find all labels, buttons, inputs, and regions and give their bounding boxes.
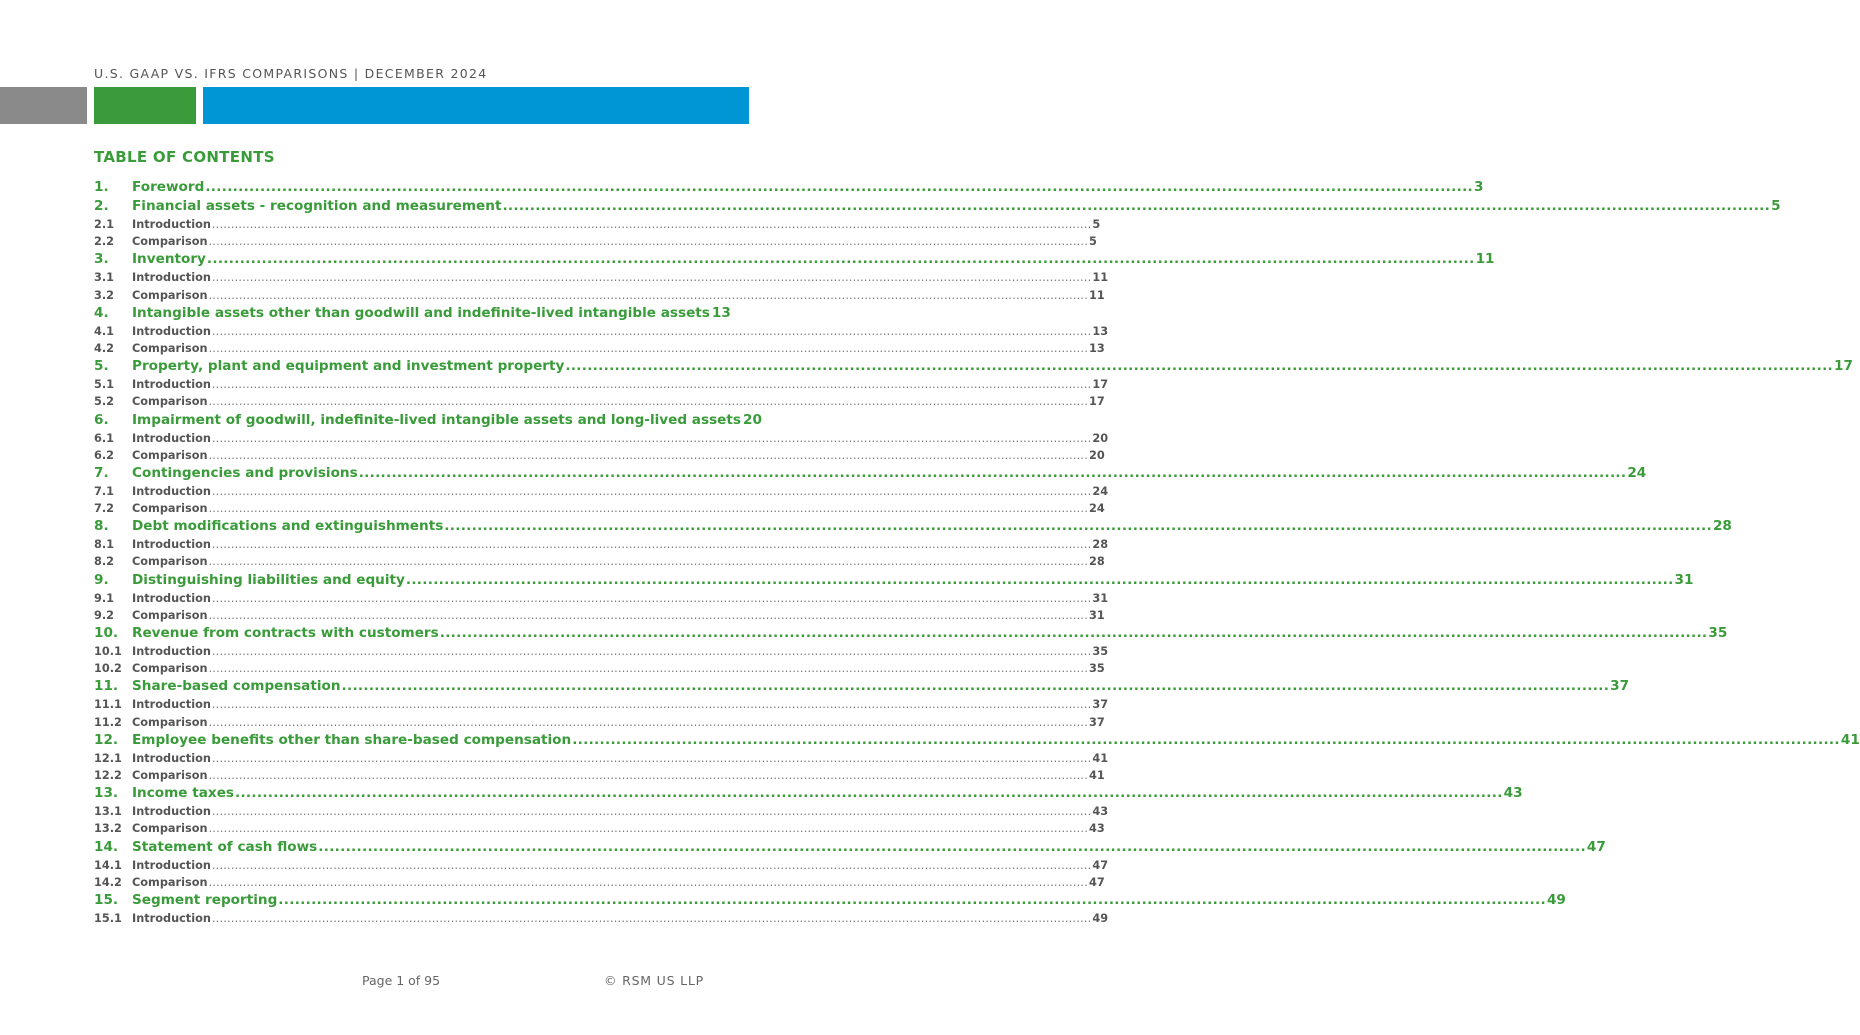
toc-entry-number: 9.: [94, 571, 109, 588]
toc-dot-leader: [209, 874, 1089, 891]
toc-dot-leader: [212, 483, 1092, 500]
toc-entry-title: Distinguishing liabilities and equity: [132, 571, 405, 588]
toc-entry-page: 24: [1089, 502, 1105, 516]
toc-dot-leader: [212, 643, 1092, 660]
toc-entry-title: Introduction: [132, 591, 211, 605]
toc-section-entry[interactable]: [94, 197, 1781, 216]
toc-section-entry[interactable]: [94, 411, 762, 430]
toc-entry-page: 13: [711, 304, 731, 321]
toc-dot-leader: [212, 323, 1092, 340]
toc-dot-leader: [207, 250, 1475, 269]
toc-subsection-entry[interactable]: [94, 803, 1109, 820]
toc-dot-leader: [209, 607, 1089, 624]
toc-dot-leader: [565, 357, 1833, 376]
toc-entry-number: 10.: [94, 625, 119, 641]
toc-dot-leader: [212, 216, 1092, 233]
toc-entry-title: Share-based compensation: [132, 678, 341, 695]
toc-entry-page: 17: [1834, 358, 1853, 375]
toc-entry-page: 37: [1092, 698, 1109, 712]
toc-entry-number: 13.1: [94, 805, 122, 819]
toc-entry-title: Comparison: [132, 341, 208, 355]
toc-dot-leader: [212, 696, 1092, 713]
toc-entry-number: 3.1: [94, 271, 115, 285]
toc-entry-page: 28: [1089, 555, 1105, 569]
toc-dot-leader: [212, 910, 1092, 927]
toc-dot-leader: [209, 553, 1089, 570]
toc-entry-page: 43: [1092, 805, 1109, 819]
toc-subsection-entry[interactable]: [94, 767, 1105, 784]
toc-entry-page: 31: [1092, 591, 1109, 605]
document-header: U.S. GAAP VS. IFRS COMPARISONS | DECEMBER 2024: [94, 66, 488, 81]
toc-dot-leader: [212, 803, 1092, 820]
toc-entry-number: 8.1: [94, 538, 115, 552]
toc-entry-title: Comparison: [132, 822, 208, 836]
toc-entry-title: Comparison: [132, 288, 208, 302]
toc-entry-number: 2.: [94, 198, 109, 214]
toc-subsection-entry[interactable]: [94, 483, 1109, 500]
toc-entry-title: Income taxes: [132, 785, 234, 802]
toc-entry-page: 20: [742, 411, 762, 428]
toc-subsection-entry[interactable]: [94, 430, 1109, 447]
toc-entry-title: Introduction: [132, 324, 211, 338]
toc-dot-leader: [440, 624, 1708, 643]
toc-entry-page: 13: [1092, 324, 1109, 338]
toc-entry-number: 10.2: [94, 662, 122, 676]
toc-entry-title: Introduction: [132, 431, 211, 445]
toc-section-entry[interactable]: [94, 517, 1732, 536]
toc-entry-page: 47: [1089, 875, 1105, 889]
toc-entry-page: 31: [1089, 608, 1105, 622]
toc-entry-page: 5: [1089, 235, 1097, 249]
toc-entry-page: 41: [1840, 731, 1860, 748]
toc-entry-title: Comparison: [132, 235, 208, 249]
toc-entry-page: 24: [1627, 464, 1647, 481]
toc-dot-leader: [572, 731, 1840, 750]
toc-entry-page: 47: [1092, 858, 1109, 872]
toc-entry-title: Segment reporting: [132, 891, 278, 908]
toc-entry-number: 12.2: [94, 768, 122, 782]
toc-entry-title: Comparison: [132, 768, 208, 782]
toc-dot-leader: [406, 571, 1674, 590]
toc-subsection-entry[interactable]: [94, 233, 1097, 250]
toc-entry-number: 5.2: [94, 395, 115, 409]
toc-entry-page: 35: [1089, 662, 1105, 676]
toc-entry-page: 49: [1092, 911, 1109, 925]
toc-entry-number: 13.: [94, 785, 119, 802]
toc-entry-title: Introduction: [132, 751, 211, 765]
toc-subsection-entry[interactable]: [94, 500, 1105, 517]
toc-section-entry[interactable]: [94, 731, 1860, 750]
toc-subsection-entry[interactable]: [94, 750, 1109, 767]
toc-entry-number: 9.1: [94, 591, 115, 605]
toc-entry-page: 17: [1089, 395, 1105, 409]
toc-dot-leader: [209, 340, 1089, 357]
toc-entry-page: 49: [1546, 891, 1566, 908]
toc-dot-leader: [212, 536, 1092, 553]
toc-entry-page: 13: [1089, 341, 1105, 355]
toc-subsection-entry[interactable]: [94, 590, 1109, 607]
toc-entry-title: Introduction: [132, 538, 211, 552]
toc-entry-page: 11: [1089, 288, 1105, 302]
toc-entry-page: 11: [1092, 271, 1109, 285]
toc-entry-number: 4.: [94, 304, 109, 321]
toc-entry-title: Comparison: [132, 715, 208, 729]
toc-entry-page: 28: [1092, 538, 1109, 552]
toc-dot-leader: [209, 660, 1089, 677]
toc-entry-number: 15.1: [94, 911, 122, 925]
toc-dot-leader: [444, 517, 1712, 536]
toc-subsection-entry[interactable]: [94, 216, 1101, 233]
toc-entry-page: 37: [1089, 715, 1105, 729]
toc-section-entry[interactable]: [94, 464, 1647, 483]
toc-subsection-entry[interactable]: [94, 323, 1109, 340]
toc-subsection-entry[interactable]: [94, 376, 1109, 393]
toc-entry-page: 5: [1092, 218, 1101, 231]
toc-subsection-entry[interactable]: [94, 874, 1105, 891]
toc-dot-leader: [212, 376, 1092, 393]
header-band-gray: [0, 87, 87, 124]
copyright: © RSM US LLP: [604, 973, 704, 988]
toc-dot-leader: [205, 178, 1473, 197]
toc-subsection-entry[interactable]: [94, 536, 1109, 553]
toc-entry-title: Property, plant and equipment and investment property: [132, 358, 565, 375]
toc-entry-page: 5: [1771, 198, 1781, 214]
toc-entry-page: 41: [1089, 768, 1105, 782]
toc-dot-leader: [502, 197, 1770, 216]
toc-entry-title: Introduction: [132, 218, 211, 231]
toc-entry-number: 14.: [94, 838, 119, 855]
toc-entry-title: Introduction: [132, 484, 211, 498]
toc-subsection-entry[interactable]: [94, 393, 1105, 410]
toc-dot-leader: [359, 464, 1627, 483]
toc-entry-number: 6.2: [94, 448, 115, 462]
toc-entry-number: 11.2: [94, 715, 122, 729]
toc-entry-number: 13.2: [94, 822, 122, 836]
toc-entry-title: Comparison: [132, 875, 208, 889]
toc-entry-page: 28: [1712, 518, 1732, 535]
toc-entry-title: Introduction: [132, 645, 211, 658]
toc-entry-number: 2.1: [94, 218, 115, 231]
toc-section-entry[interactable]: [94, 250, 1495, 269]
toc-entry-page: 20: [1089, 448, 1105, 462]
header-band-green: [94, 87, 196, 124]
toc-entry-title: Introduction: [132, 858, 211, 872]
toc-entry-number: 8.2: [94, 555, 115, 569]
toc-entry-title: Impairment of goodwill, indefinite-lived intangible assets and long-lived assets: [132, 411, 741, 428]
toc-entry-title: Inventory: [132, 251, 206, 268]
toc-entry-number: 6.1: [94, 431, 115, 445]
toc-entry-number: 6.: [94, 411, 109, 428]
toc-dot-leader: [212, 590, 1092, 607]
toc-dot-leader: [209, 393, 1089, 410]
toc-dot-leader: [318, 838, 1586, 857]
toc-entry-number: 14.1: [94, 858, 122, 872]
toc-subsection-entry[interactable]: [94, 607, 1105, 624]
toc-dot-leader: [278, 891, 1546, 910]
toc-heading: TABLE OF CONTENTS: [94, 148, 275, 166]
toc-subsection-entry[interactable]: [94, 820, 1105, 837]
toc-entry-title: Revenue from contracts with customers: [132, 625, 439, 641]
toc-dot-leader: [212, 430, 1092, 447]
toc-entry-number: 12.: [94, 731, 119, 748]
toc-dot-leader: [209, 767, 1089, 784]
toc-entry-title: Introduction: [132, 378, 211, 392]
toc-dot-leader: [212, 857, 1092, 874]
toc-entry-number: 4.2: [94, 341, 115, 355]
toc-entry-page: 41: [1092, 751, 1109, 765]
toc-entry-number: 3.: [94, 251, 109, 268]
toc-entry-page: 43: [1503, 785, 1523, 802]
toc-dot-leader: [235, 784, 1503, 803]
toc-entry-number: 5.: [94, 358, 109, 375]
header-band-blue: [203, 87, 749, 124]
toc-entry-page: 31: [1674, 571, 1694, 588]
toc-entry-number: 1.: [94, 179, 109, 195]
toc-entry-number: 14.2: [94, 875, 122, 889]
toc-section-entry[interactable]: [94, 571, 1694, 590]
toc-section-entry[interactable]: [94, 178, 1484, 197]
toc-subsection-entry[interactable]: [94, 643, 1109, 660]
toc-subsection-entry[interactable]: [94, 553, 1105, 570]
toc-subsection-entry[interactable]: [94, 340, 1105, 357]
table-of-contents: [94, 178, 1860, 927]
toc-entry-number: 5.1: [94, 378, 115, 392]
toc-entry-title: Contingencies and provisions: [132, 464, 358, 481]
toc-entry-page: 17: [1092, 378, 1109, 392]
toc-entry-title: Introduction: [132, 911, 211, 925]
toc-subsection-entry[interactable]: [94, 660, 1105, 677]
toc-dot-leader: [209, 714, 1089, 731]
toc-entry-title: Comparison: [132, 662, 208, 676]
toc-entry-page: 20: [1092, 431, 1109, 445]
toc-dot-leader: [342, 677, 1610, 696]
toc-section-entry[interactable]: [94, 838, 1606, 857]
toc-entry-title: Introduction: [132, 805, 211, 819]
toc-entry-title: Debt modifications and extinguishments: [132, 518, 444, 535]
toc-dot-leader: [209, 500, 1089, 517]
toc-entry-page: 37: [1610, 678, 1630, 695]
toc-entry-title: Introduction: [132, 698, 211, 712]
toc-entry-page: 3: [1474, 179, 1484, 195]
toc-subsection-entry[interactable]: [94, 447, 1105, 464]
toc-entry-number: 15.: [94, 891, 119, 908]
toc-section-entry[interactable]: [94, 891, 1566, 910]
toc-dot-leader: [209, 287, 1089, 304]
toc-section-entry[interactable]: [94, 624, 1728, 643]
toc-subsection-entry[interactable]: [94, 269, 1109, 286]
toc-entry-title: Introduction: [132, 271, 211, 285]
toc-entry-page: 24: [1092, 484, 1109, 498]
toc-entry-page: 11: [1475, 251, 1495, 268]
toc-entry-title: Statement of cash flows: [132, 838, 318, 855]
toc-entry-number: 11.1: [94, 698, 122, 712]
toc-subsection-entry[interactable]: [94, 287, 1105, 304]
toc-entry-number: 7.: [94, 464, 109, 481]
toc-entry-page: 47: [1586, 838, 1606, 855]
toc-entry-page: 43: [1089, 822, 1105, 836]
toc-entry-number: 7.2: [94, 502, 115, 516]
toc-entry-number: 9.2: [94, 608, 115, 622]
page-number: Page 1 of 95: [362, 973, 441, 988]
toc-subsection-entry[interactable]: [94, 696, 1109, 713]
toc-entry-page: 35: [1092, 645, 1109, 658]
toc-dot-leader: [209, 447, 1089, 464]
toc-entry-title: Employee benefits other than share-based compensation: [132, 731, 572, 748]
toc-dot-leader: [209, 820, 1089, 837]
toc-entry-number: 10.1: [94, 645, 122, 658]
toc-entry-page: 35: [1708, 625, 1728, 641]
toc-section-entry[interactable]: [94, 677, 1630, 696]
toc-subsection-entry[interactable]: [94, 910, 1109, 927]
toc-entry-number: 3.2: [94, 288, 115, 302]
toc-entry-title: Comparison: [132, 502, 208, 516]
toc-entry-title: Comparison: [132, 395, 208, 409]
toc-entry-number: 2.2: [94, 235, 115, 249]
toc-entry-title: Comparison: [132, 555, 208, 569]
toc-entry-number: 8.: [94, 518, 109, 535]
toc-subsection-entry[interactable]: [94, 714, 1105, 731]
toc-entry-title: Foreword: [132, 179, 205, 195]
toc-entry-number: 12.1: [94, 751, 122, 765]
toc-entry-title: Comparison: [132, 448, 208, 462]
toc-entry-title: Intangible assets other than goodwill and indefinite-lived intangible assets: [132, 304, 710, 321]
toc-dot-leader: [209, 233, 1089, 250]
toc-entry-number: 7.1: [94, 484, 115, 498]
toc-entry-title: Comparison: [132, 608, 208, 622]
toc-entry-number: 11.: [94, 678, 119, 695]
toc-dot-leader: [212, 269, 1092, 286]
toc-entry-number: 4.1: [94, 324, 115, 338]
toc-entry-title: Financial assets - recognition and measurement: [132, 198, 502, 214]
toc-dot-leader: [212, 750, 1092, 767]
toc-section-entry[interactable]: [94, 784, 1523, 803]
toc-section-entry[interactable]: [94, 357, 1853, 376]
toc-section-entry[interactable]: [94, 304, 731, 323]
toc-subsection-entry[interactable]: [94, 857, 1109, 874]
